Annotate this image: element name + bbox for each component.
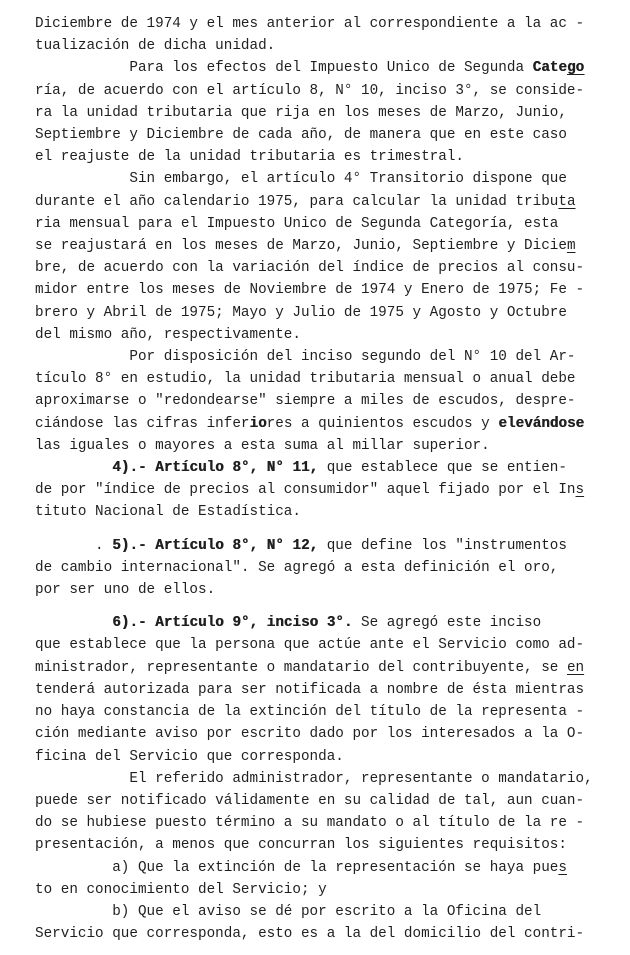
text-segment: m bbox=[566, 238, 576, 255]
text-segment: durante el año calendario 1975, para calcular la unidad tribu bbox=[35, 193, 559, 210]
text-segment: ción mediante aviso por escrito dado por los interesados a la O- bbox=[35, 726, 585, 743]
text-line bbox=[35, 213, 605, 235]
text-segment: ría, de acuerdo con el artículo 8, N° 10, inciso 3°, se conside- bbox=[35, 82, 585, 99]
text-segment: midor entre los meses de Noviembre de 1974 y Enero de 1975; Fe - bbox=[35, 282, 585, 299]
text-line bbox=[35, 435, 605, 457]
text-segment: Por disposición del inciso segundo del N° 10 del Ar- bbox=[35, 349, 576, 366]
text-segment: que define los "instrumentos bbox=[318, 537, 567, 554]
text-line bbox=[35, 279, 605, 301]
text-segment: El referido administrador, representante o mandatario, bbox=[35, 770, 593, 787]
text-segment: io bbox=[249, 415, 267, 432]
text-line bbox=[35, 390, 605, 412]
text-segment: b) Que el aviso se dé por escrito a la Oficina del bbox=[35, 903, 542, 920]
text-line bbox=[35, 413, 605, 435]
text-segment: Se agregó este inciso bbox=[352, 615, 542, 632]
text-line bbox=[35, 657, 605, 679]
text-segment: Cate bbox=[532, 60, 567, 77]
text-segment: tualización de dicha unidad. bbox=[35, 38, 276, 55]
text-line bbox=[35, 557, 605, 579]
text-segment: de por "índice de precios al consumidor" aquel fijado por el In bbox=[35, 482, 576, 499]
text-line bbox=[35, 368, 605, 390]
text-line bbox=[35, 790, 605, 812]
text-segment: Servicio que corresponda, esto es a la del domicilio del contri- bbox=[35, 926, 585, 943]
text-segment: bre, de acuerdo con la variación del índice de precios al consu- bbox=[35, 260, 585, 277]
text-segment: que establece que se entien- bbox=[318, 460, 567, 477]
text-line bbox=[35, 701, 605, 723]
text-segment: Septiembre y Diciembre de cada año, de manera que en este caso bbox=[35, 127, 567, 144]
text-line bbox=[35, 634, 605, 656]
text-segment: Sin embargo, el artículo 4° Transitorio dispone que bbox=[35, 171, 567, 188]
text-segment: to en conocimiento del Servicio; y bbox=[35, 881, 327, 898]
text-line bbox=[35, 57, 605, 79]
text-line bbox=[35, 768, 605, 790]
text-segment: s bbox=[575, 482, 585, 499]
text-segment: ra la unidad tributaria que rija en los meses de Marzo, Junio, bbox=[35, 104, 567, 121]
text-segment: 6).- Artículo 9°, inciso 3°. bbox=[112, 615, 353, 632]
text-segment: go bbox=[566, 60, 585, 77]
text-line bbox=[35, 324, 605, 346]
text-segment: presentación, a menos que concurran los siguientes requisitos: bbox=[35, 837, 567, 854]
text-segment: tenderá autorizada para ser notificada a nombre de ésta mientras bbox=[35, 681, 585, 698]
text-line bbox=[35, 579, 605, 601]
text-line bbox=[35, 102, 605, 124]
text-line bbox=[35, 146, 605, 168]
text-segment: aproximarse o "redondearse" siempre a miles de escudos, despre- bbox=[35, 393, 576, 410]
text-segment: del mismo año, respectivamente. bbox=[35, 326, 301, 343]
text-segment: ficina del Servicio que corresponda. bbox=[35, 748, 344, 765]
text-segment: el reajuste de la unidad tributaria es trimestral. bbox=[35, 149, 464, 166]
text-line bbox=[35, 679, 605, 701]
text-line bbox=[35, 746, 605, 768]
text-segment: ta bbox=[558, 193, 576, 210]
text-line bbox=[35, 257, 605, 279]
text-segment: do se hubiese puesto término a su mandato o al título de la re - bbox=[35, 815, 585, 832]
text-line bbox=[35, 80, 605, 102]
text-segment: a) Que la extinción de la representación se haya pue bbox=[35, 859, 559, 876]
text-segment: puede ser notificado válidamente en su calidad de tal, aun cuan- bbox=[35, 792, 585, 809]
text-line bbox=[35, 302, 605, 324]
text-line bbox=[35, 834, 605, 856]
text-segment: se reajustará en los meses de Marzo, Junio, Septiembre y Dicie bbox=[35, 238, 567, 255]
text-segment: por ser uno de ellos. bbox=[35, 582, 216, 599]
text-segment: las iguales o mayores a esta suma al millar superior. bbox=[35, 437, 490, 454]
text-segment bbox=[35, 460, 112, 476]
text-segment: ria mensual para el Impuesto Unico de Segunda Categoría, esta bbox=[35, 215, 559, 232]
text-segment: tituto Nacional de Estadística. bbox=[35, 504, 301, 521]
text-segment: tículo 8° en estudio, la unidad tributaria mensual o anual debe bbox=[35, 371, 576, 388]
text-line bbox=[35, 35, 605, 57]
text-line bbox=[35, 612, 605, 634]
text-line bbox=[35, 501, 605, 523]
text-line bbox=[35, 124, 605, 146]
text-line bbox=[35, 191, 605, 213]
text-line bbox=[35, 346, 605, 368]
text-segment: Para los efectos del Impuesto Unico de Segunda bbox=[129, 60, 533, 77]
text-segment: 5).- Artículo 8°, N° 12, bbox=[112, 537, 319, 554]
text-line bbox=[35, 479, 605, 501]
text-segment: . bbox=[35, 537, 113, 554]
text-line bbox=[35, 535, 605, 557]
text-segment: de cambio internacional". Se agregó a esta definición el oro, bbox=[35, 559, 559, 576]
text-line bbox=[35, 723, 605, 745]
text-line bbox=[35, 13, 605, 35]
text-segment: elevándose bbox=[498, 415, 585, 432]
text-line bbox=[35, 923, 605, 945]
text-line bbox=[35, 857, 605, 879]
text-line bbox=[35, 812, 605, 834]
text-segment: brero y Abril de 1975; Mayo y Julio de 1975 y Agosto y Octubre bbox=[35, 304, 567, 321]
text-segment: en bbox=[566, 659, 585, 676]
text-line bbox=[35, 168, 605, 190]
text-segment bbox=[35, 615, 112, 631]
text-segment: ministrador, representante o mandatario del contribuyente, se bbox=[35, 659, 567, 676]
text-line bbox=[35, 235, 605, 257]
text-segment: res a quinientos escudos y bbox=[266, 415, 499, 432]
text-line bbox=[35, 879, 605, 901]
text-line bbox=[35, 901, 605, 923]
text-segment: Diciembre de 1974 y el mes anterior al correspondiente a la ac - bbox=[35, 16, 585, 32]
text-segment: s bbox=[558, 859, 567, 876]
text-line bbox=[35, 457, 605, 479]
text-segment: no haya constancia de la extinción del título de la representa - bbox=[35, 704, 585, 721]
text-segment bbox=[35, 60, 129, 76]
text-segment: 4).- Artículo 8°, N° 11, bbox=[112, 460, 319, 477]
text-segment: que establece que la persona que actúe ante el Servicio como ad- bbox=[35, 637, 585, 654]
text-segment: ciándose las cifras infer bbox=[35, 415, 250, 432]
